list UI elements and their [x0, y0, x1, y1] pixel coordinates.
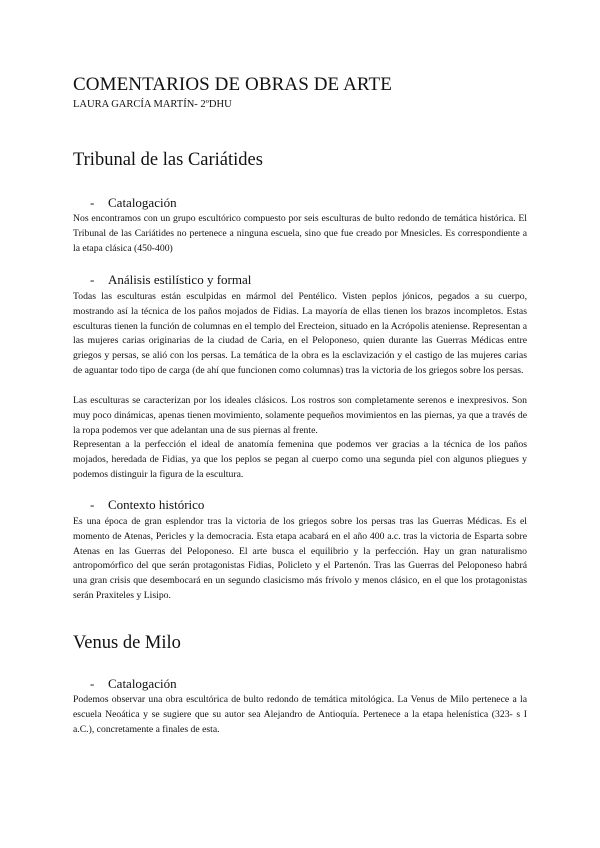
work-title-venus: Venus de Milo [73, 633, 181, 653]
section-heading-label: Catalogación [108, 195, 177, 210]
list-dash: - [90, 676, 95, 691]
section-heading-analisis [90, 272, 251, 288]
paragraph: Representan a la perfección el ideal de anatomía femenina que podemos ver gracias a la técnica de los paños mojados, heredada de Fidias, ya que los peplos se pegan al cuerpo como una segunda piel con algunos pliegues y podemos distinguir la figura de la escultura. [73, 439, 527, 480]
document-author: LAURA GARCÍA MARTÍN- 2ºDHU [73, 99, 232, 110]
section-heading-contexto [90, 497, 204, 513]
paragraph: Podemos observar una obra escultórica de bulto redondo de temática mitológica. La Venus de Milo pertenece a la escuela Neoática y se sugiere que su autor sea Alejandro de Antioquía. Pertenece a la etapa helenística (323- s I a.C.), concretamente a finales de esta. [73, 694, 527, 735]
section-heading-label: Contexto histórico [108, 497, 205, 512]
section-heading-catalogacion [90, 195, 177, 211]
paragraph: Es una época de gran esplendor tras la victoria de los griegos sobre los persas tras las Guerras Médicas. Es el momento de Atenas, Pericles y la democracia. Esta etapa acabará en el año 400 a.c. tras la victoria de Esparta sobre Atenas en las Guerras del Peloponeso. El arte busca el equilibrio y la perfección. Hay un gran naturalismo antropomórfico del que serán protagonistas Fidias, Policleto y el Partenón. Tras las Guerras del Peloponeso habrá una gran crisis que desembocará en un segundo clasicismo más frívolo y menos clásico, en el que los protagonistas serán Praxiteles y Lisipo. [73, 516, 527, 601]
list-dash: - [90, 272, 95, 287]
list-dash: - [90, 497, 95, 512]
paragraph: Todas las esculturas están esculpidas en mármol del Pentélico. Visten peplos jónicos, pegados a su cuerpo, mostrando así la técnica de los paños mojados de Fidias. La mayoría de ellas tienen los brazos incompletos. Estas esculturas tienen la función de columnas en el templo del Erecteion, situado en la Acrópolis ateniense. Representan a las mujeres carias originarias de la ciudad de Caria, en el Peloponeso, quien durante las Guerras Médicas entre griegos y persas, se alió con los persas. La temática de la obra es la esclavización y el castigo de las mujeres carias de aguantar todo tipo de carga (de ahí que funcionen como columnas) tras la victoria de los griegos sobre los persas. [73, 291, 527, 376]
section-heading-label: Catalogación [108, 676, 177, 691]
section-heading-catalogacion [90, 676, 177, 692]
work-title-tribunal: Tribunal de las Cariátides [73, 150, 263, 170]
paragraph: Nos encontramos con un grupo escultórico compuesto por seis esculturas de bulto redondo de temática histórica. El Tribunal de las Cariátides no pertenece a ninguna escuela, sino que fue creado por Mnesicles. Es correspondiente a la etapa clásica (450-400) [73, 213, 527, 254]
list-dash: - [90, 195, 95, 210]
paragraph: Las esculturas se caracterizan por los ideales clásicos. Los rostros son completamente serenos e inexpresivos. Son muy poco dinámicas, apenas tienen movimiento, solamente pequeños movimientos en las piernas, ya que a través de la ropa podemos ver que adelantan una de sus piernas al frente. [73, 395, 527, 436]
document-title: COMENTARIOS DE OBRAS DE ARTE [73, 74, 392, 95]
section-heading-label: Análisis estilístico y formal [108, 272, 252, 287]
